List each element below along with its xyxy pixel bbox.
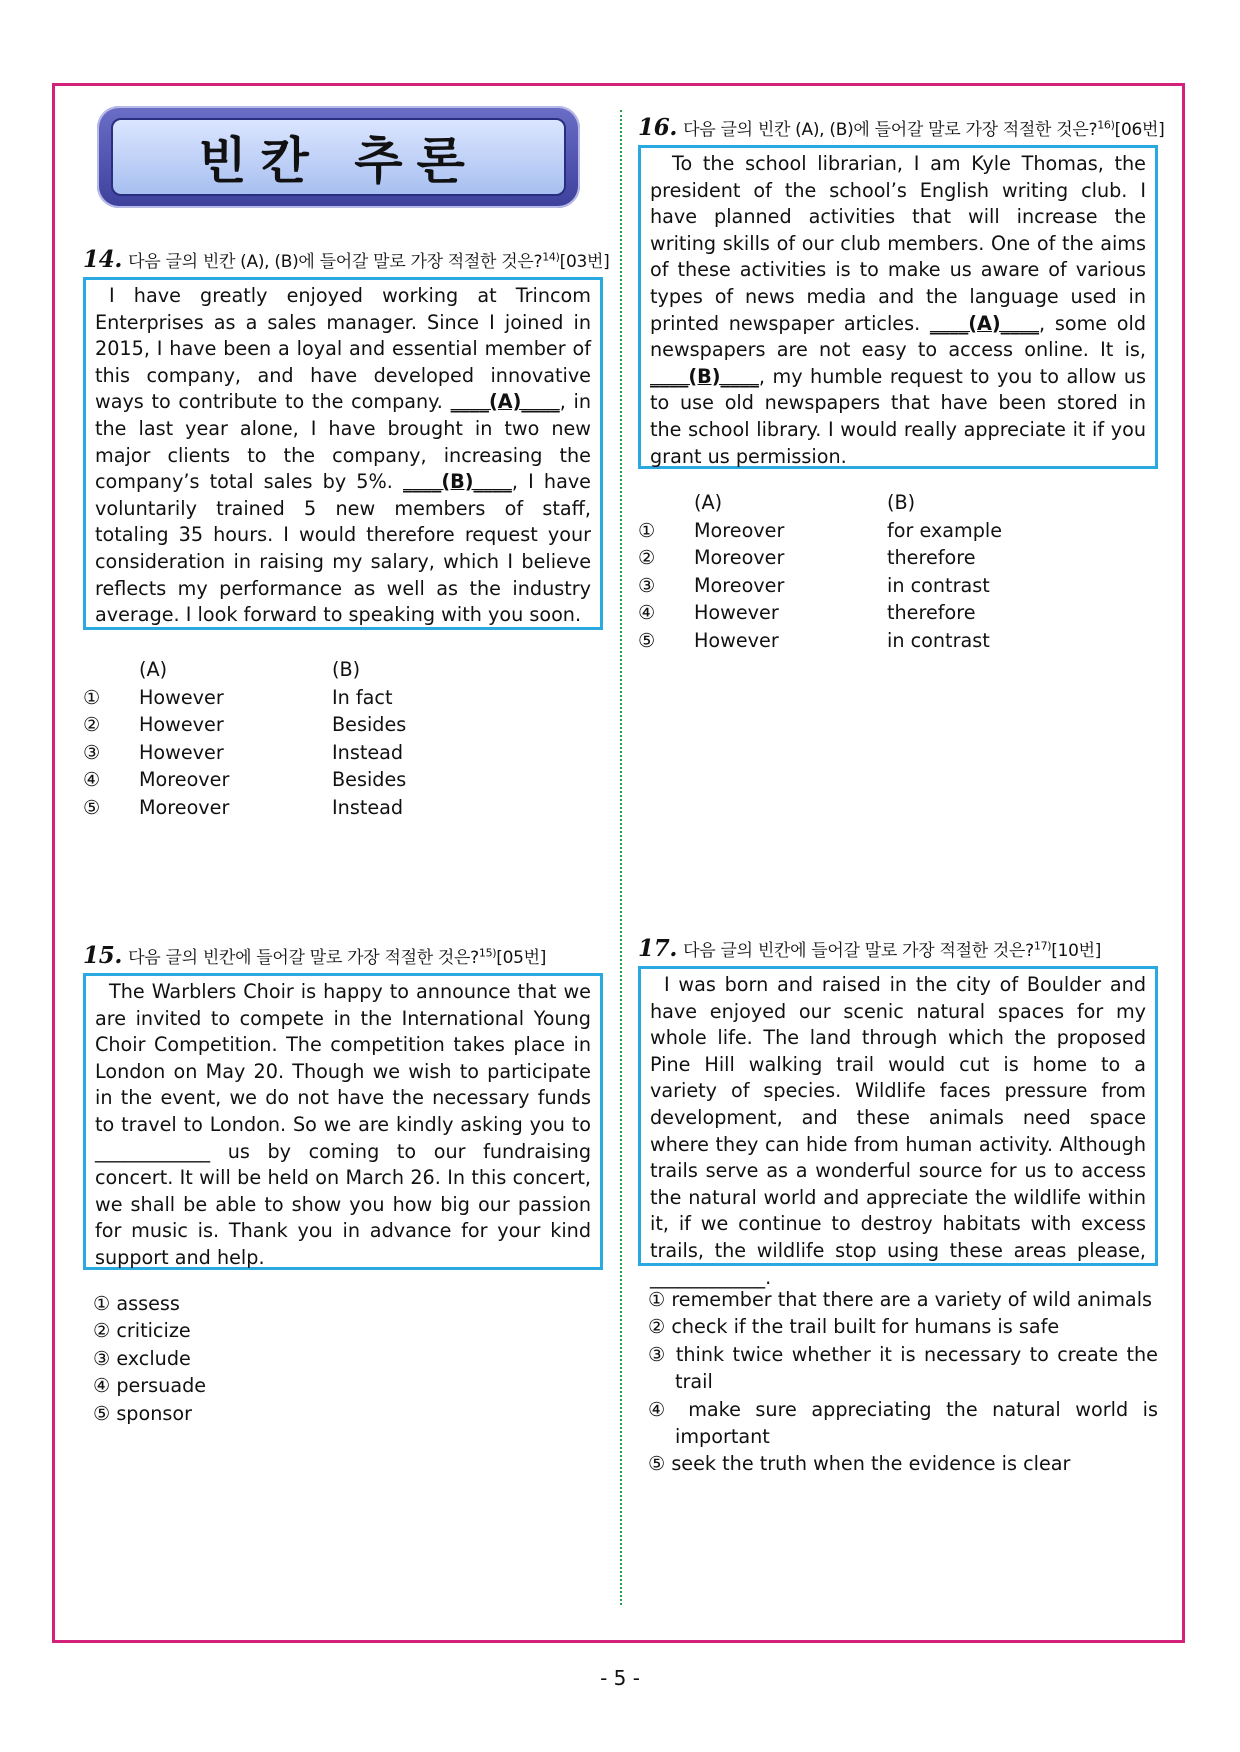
option-1[interactable]: ① Moreover for example [638,518,1003,542]
option-4[interactable]: ④ However therefore [638,601,976,624]
section-title: 빈칸 추론 [198,132,479,190]
option-2[interactable]: ② check if the trail built for humans is safe [648,1315,1060,1339]
question-15-options [83,1290,603,1427]
option-5[interactable]: ⑤ However in contrast [638,628,990,652]
question-15-header: 15. 다음 글의 빈칸에 들어갈 말로 가장 적절한 것은?$^{15)}$[05번] [83,942,547,969]
blank-a: ____(A)____ [450,390,560,414]
question-17-passage: I was born and raised in the city of Boulder and have enjoyed our scenic natural spaces for my whole life. The land through which the proposed Pine Hill walking trail would cut is home to a variety of species. Wildlife faces pressure from development, and these animals need space where they can hide from human activity. Although trails serve as a wonderful source for us to access the natural world and appreciate the wildlife within it, if we continue to destroy habitats with excess trails, the wildlife stop using these areas please, ____________. [638,966,1158,1266]
blank-b: ____(B)____ [650,364,759,388]
option-4[interactable]: ④ Moreover Besides [83,768,407,791]
option-3[interactable]: ③ exclude [93,1346,191,1370]
question-16-options: (A) (B) ① Moreover for example ② Moreover therefore ③ Moreover in contrast ④ However therefore ⑤ However in contrast [638,491,1002,656]
option-3[interactable]: ③ Moreover in contrast [638,573,990,597]
question-17-header: 17. 다음 글의 빈칸에 들어갈 말로 가장 적절한 것은?$^{17)}$[10번] [638,935,1102,962]
option-2[interactable]: ② criticize [93,1319,191,1343]
blank-a: ____(A)____ [929,311,1040,335]
blank: ____________ [650,1265,766,1289]
option-2[interactable]: ② Moreover therefore [638,546,976,569]
blank-b: ____(B)____ [402,470,512,494]
option-5[interactable]: ⑤ Moreover Instead [83,795,404,819]
page-number: - 5 - [600,1666,640,1690]
option-5[interactable]: ⑤ seek the truth when the evidence is clear [648,1452,1071,1476]
option-1[interactable]: ① remember that there are a variety of wild animals [648,1288,1153,1311]
question-16-passage: To the school librarian, I am Kyle Thomas, the president of the school’s English writing club. I have planned activities that will increase the writing skills of our club members. One of the aims of these activities is to make us aware of various types of news media and the language used in printed newspaper articles. ____(A)____, some old newspapers are not easy to access online. It is, ____(B)____, my humble request to you to allow us to use old newspapers that have been stored in the school library. I would really appreciate it if you grant us permission. [638,145,1158,469]
question-14-options: (A) (B) ① However In fact ② However Besides ③ However Instead ④ Moreover Besides ⑤ Moreover Instead [83,658,406,823]
question-14 [83,246,610,823]
option-1[interactable]: ① assess [93,1292,180,1315]
option-1[interactable]: ① However In fact [83,685,393,709]
option-3[interactable]: ③ However Instead [83,740,404,764]
question-15 [83,942,603,1427]
question-16 [638,114,1165,656]
question-14-passage: I have greatly enjoyed working at Trincom Enterprises as a sales manager. Since I joined in 2015, I have been a loyal and essential member of this company, and have developed innovative ways to contribute to the company. ____(A)____, in the last year alone, I have brought in two new major clients to the company, increasing the company’s total sales by 5%. ____(B)____, I have voluntarily trained 5 new members of staff, totaling 35 hours. I would therefore request your consideration in raising my salary, which I believe reflects my performance as well as the industry average. I look forward to speaking with you soon. [83,277,603,630]
question-15-passage: The Warblers Choir is happy to announce that we are invited to compete in the International Young Choir Competition. The competition takes place in London on May 20. Though we wish to participate in the event, we do not have the necessary funds to travel to London. So we are kindly asking you to ____________ us by coming to our fundraising concert. It will be held on March 26. In this concert, we shall be able to show you how big our passion for music is. Thank you in advance for your kind support and help. [83,973,603,1270]
option-3[interactable]: ③ think twice whether it is necessary to create the trail [648,1342,1158,1394]
blank: ____________ [95,1139,211,1163]
column-divider [620,110,622,1605]
option-4[interactable]: ④ persuade [93,1374,207,1398]
section-title-banner [97,106,580,208]
question-16-header: 16. 다음 글의 빈칸 (A), (B)에 들어갈 말로 가장 적절한 것은?$^{16)}$[06번] [638,114,1165,141]
question-17 [638,935,1158,1478]
option-4[interactable]: ④ make sure appreciating the natural world is important [648,1397,1159,1449]
question-17-options [638,1286,1158,1478]
option-2[interactable]: ② However Besides [83,713,407,736]
option-5[interactable]: ⑤ sponsor [93,1401,193,1425]
question-14-header: 14. 다음 글의 빈칸 (A), (B)에 들어갈 말로 가장 적절한 것은?$^{14)}$[03번] [83,246,610,273]
